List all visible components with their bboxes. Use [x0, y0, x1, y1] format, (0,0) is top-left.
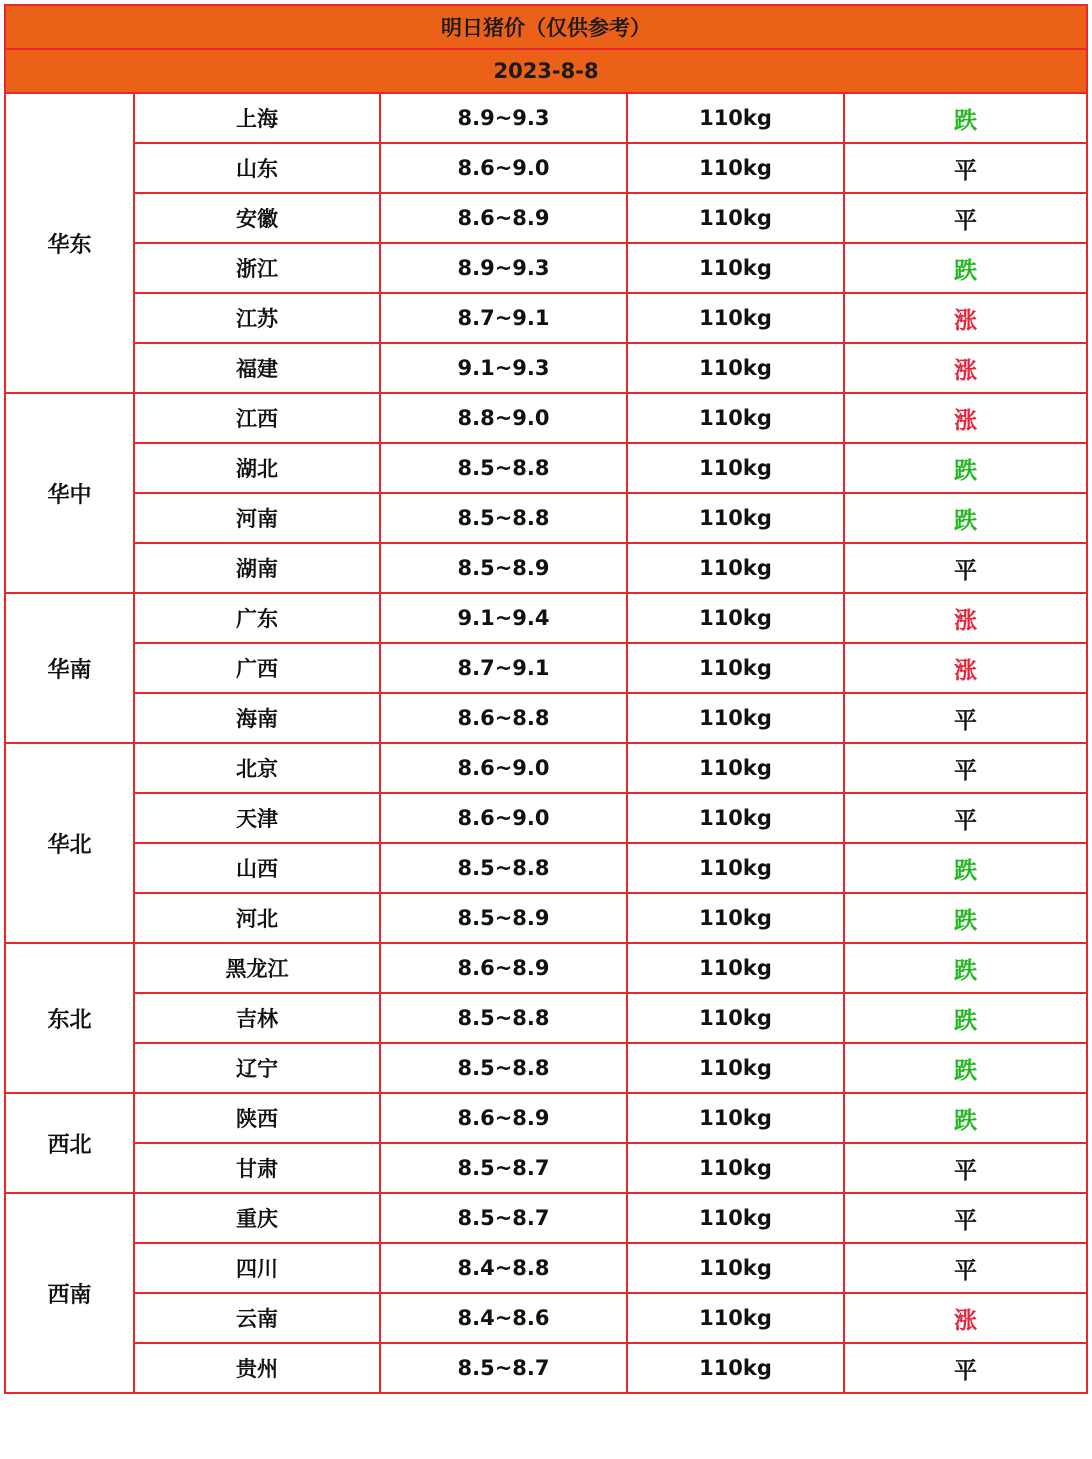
- price-range-cell: 8.6~9.0: [380, 793, 627, 843]
- province-cell: 河北: [134, 893, 380, 943]
- trend-cell: 跌: [844, 843, 1087, 893]
- province-cell: 湖北: [134, 443, 380, 493]
- table-row: [5, 443, 1087, 493]
- weight-cell: 110kg: [627, 243, 844, 293]
- price-range-cell: 8.5~8.9: [380, 543, 627, 593]
- province-cell: 河南: [134, 493, 380, 543]
- trend-cell: 涨: [844, 343, 1087, 393]
- table-row: [5, 1243, 1087, 1293]
- table-row: [5, 243, 1087, 293]
- trend-cell: 平: [844, 1193, 1087, 1243]
- price-range-cell: 9.1~9.4: [380, 593, 627, 643]
- weight-cell: 110kg: [627, 593, 844, 643]
- province-cell: 吉林: [134, 993, 380, 1043]
- trend-cell: 跌: [844, 243, 1087, 293]
- trend-cell: 平: [844, 793, 1087, 843]
- table-row: [5, 693, 1087, 743]
- price-range-cell: 8.6~9.0: [380, 743, 627, 793]
- price-range-cell: 8.6~8.9: [380, 1093, 627, 1143]
- region-cell: 西北: [5, 1093, 134, 1193]
- price-range-cell: 8.6~8.9: [380, 943, 627, 993]
- province-cell: 云南: [134, 1293, 380, 1343]
- province-cell: 浙江: [134, 243, 380, 293]
- province-cell: 湖南: [134, 543, 380, 593]
- trend-cell: 涨: [844, 293, 1087, 343]
- province-cell: 广西: [134, 643, 380, 693]
- weight-cell: 110kg: [627, 1093, 844, 1143]
- weight-cell: 110kg: [627, 1243, 844, 1293]
- trend-cell: 平: [844, 1143, 1087, 1193]
- trend-cell: 跌: [844, 443, 1087, 493]
- province-cell: 江西: [134, 393, 380, 443]
- province-cell: 甘肃: [134, 1143, 380, 1193]
- weight-cell: 110kg: [627, 1043, 844, 1093]
- table-row: [5, 1193, 1087, 1243]
- price-range-cell: 8.5~8.7: [380, 1143, 627, 1193]
- region-cell: 东北: [5, 943, 134, 1093]
- weight-cell: 110kg: [627, 1343, 844, 1393]
- trend-cell: 平: [844, 1343, 1087, 1393]
- trend-cell: 跌: [844, 493, 1087, 543]
- weight-cell: 110kg: [627, 193, 844, 243]
- province-cell: 北京: [134, 743, 380, 793]
- price-range-cell: 9.1~9.3: [380, 343, 627, 393]
- province-cell: 山东: [134, 143, 380, 193]
- trend-cell: 涨: [844, 643, 1087, 693]
- region-cell: 华北: [5, 743, 134, 943]
- province-cell: 陕西: [134, 1093, 380, 1143]
- table-row: [5, 843, 1087, 893]
- price-range-cell: 8.4~8.8: [380, 1243, 627, 1293]
- province-cell: 辽宁: [134, 1043, 380, 1093]
- table-row: [5, 493, 1087, 543]
- region-cell: 华东: [5, 93, 134, 393]
- price-range-cell: 8.4~8.6: [380, 1293, 627, 1343]
- trend-cell: 跌: [844, 1093, 1087, 1143]
- table-row: [5, 793, 1087, 843]
- weight-cell: 110kg: [627, 443, 844, 493]
- weight-cell: 110kg: [627, 1293, 844, 1343]
- table-row: [5, 343, 1087, 393]
- price-range-cell: 8.5~8.8: [380, 843, 627, 893]
- table-row: [5, 143, 1087, 193]
- table-row: [5, 1093, 1087, 1143]
- province-cell: 天津: [134, 793, 380, 843]
- weight-cell: 110kg: [627, 693, 844, 743]
- table-row: [5, 193, 1087, 243]
- trend-cell: 平: [844, 543, 1087, 593]
- price-range-cell: 8.6~9.0: [380, 143, 627, 193]
- table-row: [5, 93, 1087, 143]
- region-cell: 西南: [5, 1193, 134, 1393]
- weight-cell: 110kg: [627, 743, 844, 793]
- trend-cell: 跌: [844, 93, 1087, 143]
- price-range-cell: 8.5~8.8: [380, 443, 627, 493]
- table-row: [5, 1143, 1087, 1193]
- price-range-cell: 8.5~8.8: [380, 1043, 627, 1093]
- weight-cell: 110kg: [627, 993, 844, 1043]
- table-row: [5, 1043, 1087, 1093]
- weight-cell: 110kg: [627, 1193, 844, 1243]
- trend-cell: 跌: [844, 943, 1087, 993]
- table-row: [5, 393, 1087, 443]
- province-cell: 福建: [134, 343, 380, 393]
- price-range-cell: 8.7~9.1: [380, 643, 627, 693]
- trend-cell: 涨: [844, 393, 1087, 443]
- trend-cell: 跌: [844, 1043, 1087, 1093]
- table-row: [5, 893, 1087, 943]
- date-row: [5, 49, 1087, 93]
- price-range-cell: 8.8~9.0: [380, 393, 627, 443]
- weight-cell: 110kg: [627, 643, 844, 693]
- price-range-cell: 8.9~9.3: [380, 243, 627, 293]
- table-row: [5, 993, 1087, 1043]
- province-cell: 四川: [134, 1243, 380, 1293]
- table-row: [5, 643, 1087, 693]
- weight-cell: 110kg: [627, 793, 844, 843]
- province-cell: 贵州: [134, 1343, 380, 1393]
- weight-cell: 110kg: [627, 293, 844, 343]
- table-row: [5, 1343, 1087, 1393]
- trend-cell: 跌: [844, 993, 1087, 1043]
- price-range-cell: 8.5~8.8: [380, 493, 627, 543]
- price-range-cell: 8.5~8.9: [380, 893, 627, 943]
- trend-cell: 平: [844, 743, 1087, 793]
- trend-cell: 涨: [844, 1293, 1087, 1343]
- table-row: [5, 1293, 1087, 1343]
- province-cell: 海南: [134, 693, 380, 743]
- weight-cell: 110kg: [627, 93, 844, 143]
- province-cell: 江苏: [134, 293, 380, 343]
- table-row: [5, 943, 1087, 993]
- weight-cell: 110kg: [627, 493, 844, 543]
- table-row: [5, 743, 1087, 793]
- table-row: [5, 293, 1087, 343]
- weight-cell: 110kg: [627, 1143, 844, 1193]
- trend-cell: 平: [844, 143, 1087, 193]
- province-cell: 安徽: [134, 193, 380, 243]
- region-cell: 华南: [5, 593, 134, 743]
- weight-cell: 110kg: [627, 893, 844, 943]
- trend-cell: 平: [844, 193, 1087, 243]
- trend-cell: 平: [844, 693, 1087, 743]
- trend-cell: 平: [844, 1243, 1087, 1293]
- price-range-cell: 8.6~8.8: [380, 693, 627, 743]
- price-range-cell: 8.5~8.7: [380, 1343, 627, 1393]
- province-cell: 山西: [134, 843, 380, 893]
- price-range-cell: 8.6~8.9: [380, 193, 627, 243]
- province-cell: 广东: [134, 593, 380, 643]
- price-range-cell: 8.5~8.7: [380, 1193, 627, 1243]
- table-row: [5, 543, 1087, 593]
- trend-cell: 跌: [844, 893, 1087, 943]
- price-range-cell: 8.7~9.1: [380, 293, 627, 343]
- weight-cell: 110kg: [627, 943, 844, 993]
- table-body: [5, 5, 1087, 1393]
- weight-cell: 110kg: [627, 343, 844, 393]
- trend-cell: 涨: [844, 593, 1087, 643]
- region-cell: 华中: [5, 393, 134, 593]
- table-title: 明日猪价（仅供参考）: [5, 5, 1087, 49]
- province-cell: 黑龙江: [134, 943, 380, 993]
- weight-cell: 110kg: [627, 843, 844, 893]
- title-row: [5, 5, 1087, 49]
- pig-price-table: [4, 4, 1088, 1394]
- province-cell: 上海: [134, 93, 380, 143]
- price-range-cell: 8.5~8.8: [380, 993, 627, 1043]
- province-cell: 重庆: [134, 1193, 380, 1243]
- weight-cell: 110kg: [627, 543, 844, 593]
- weight-cell: 110kg: [627, 143, 844, 193]
- table-row: [5, 593, 1087, 643]
- table-date: 2023-8-8: [5, 49, 1087, 93]
- price-range-cell: 8.9~9.3: [380, 93, 627, 143]
- weight-cell: 110kg: [627, 393, 844, 443]
